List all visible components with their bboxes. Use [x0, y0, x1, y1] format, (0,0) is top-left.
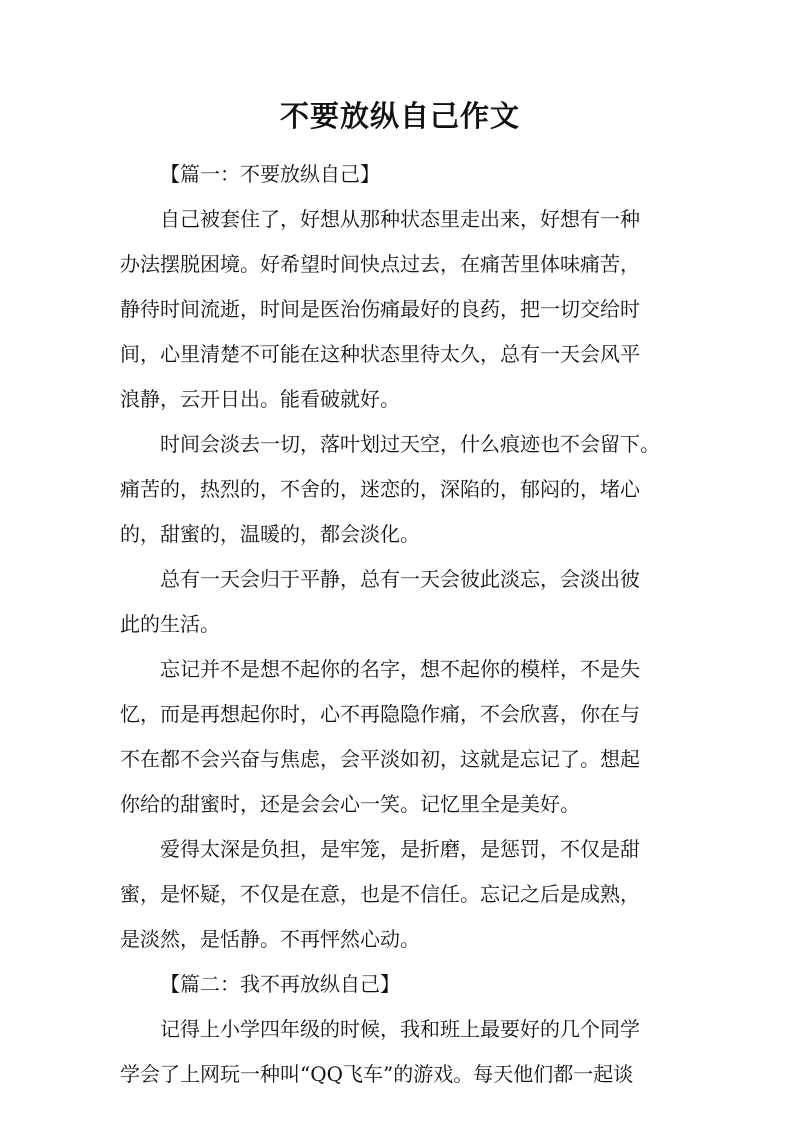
text-line: 痛苦的，热烈的，不舍的，迷恋的，深陷的，郁闷的，堵心	[120, 477, 640, 501]
text-line: 浪静，云开日出。能看破就好。	[120, 387, 400, 411]
text-line: 办法摆脱困境。好希望时间快点过去，在痛苦里体味痛苦，	[120, 252, 640, 276]
text-line: 爱得太深是负担，是牢笼，是折磨，是惩罚，不仅是甜	[160, 837, 640, 861]
document-title: 不要放纵自己作文	[279, 99, 520, 133]
text-line: 时间会淡去一切，落叶划过天空，什么痕迹也不会留下。	[160, 432, 660, 456]
section-heading: 【篇二：我不再放纵自己】	[160, 972, 400, 996]
text-line: 记得上小学四年级的时候，我和班上最要好的几个同学	[160, 1017, 640, 1041]
text-line: 间，心里清楚不可能在这种状态里待太久，总有一天会风平	[120, 342, 640, 366]
paragraph	[120, 1007, 680, 1097]
paragraph	[120, 197, 680, 422]
paragraph	[120, 827, 680, 962]
text-line: 此的生活。	[120, 612, 220, 636]
section-heading: 【篇一：不要放纵自己】	[160, 162, 380, 186]
document-body	[120, 152, 680, 1097]
text-line: 忆，而是再想起你时，心不再隐隐作痛，不会欣喜，你在与	[120, 702, 640, 726]
text-line: 静待时间流逝，时间是医治伤痛最好的良药，把一切交给时	[120, 297, 640, 321]
paragraph	[120, 422, 680, 557]
text-line: 不在都不会兴奋与焦虑，会平淡如初，这就是忘记了。想起	[120, 747, 640, 771]
text-line: 蜜，是怀疑，不仅是在意，也是不信任。忘记之后是成熟，	[120, 882, 640, 906]
paragraph	[120, 647, 680, 827]
text-line: 总有一天会归于平静，总有一天会彼此淡忘，会淡出彼	[160, 567, 640, 591]
text-line: 你给的甜蜜时，还是会会心一笑。记忆里全是美好。	[120, 792, 580, 816]
paragraph	[120, 557, 680, 647]
text-line: 学会了上网玩一种叫“QQ飞车”的游戏。每天他们都一起谈	[120, 1062, 634, 1086]
text-line: 是淡然，是恬静。不再怦然心动。	[120, 927, 420, 951]
text-line: 自己被套住了，好想从那种状态里走出来，好想有一种	[160, 207, 640, 231]
text-line: 忘记并不是想不起你的名字，想不起你的模样，不是失	[160, 657, 640, 681]
text-line: 的，甜蜜的，温暖的，都会淡化。	[120, 522, 420, 546]
